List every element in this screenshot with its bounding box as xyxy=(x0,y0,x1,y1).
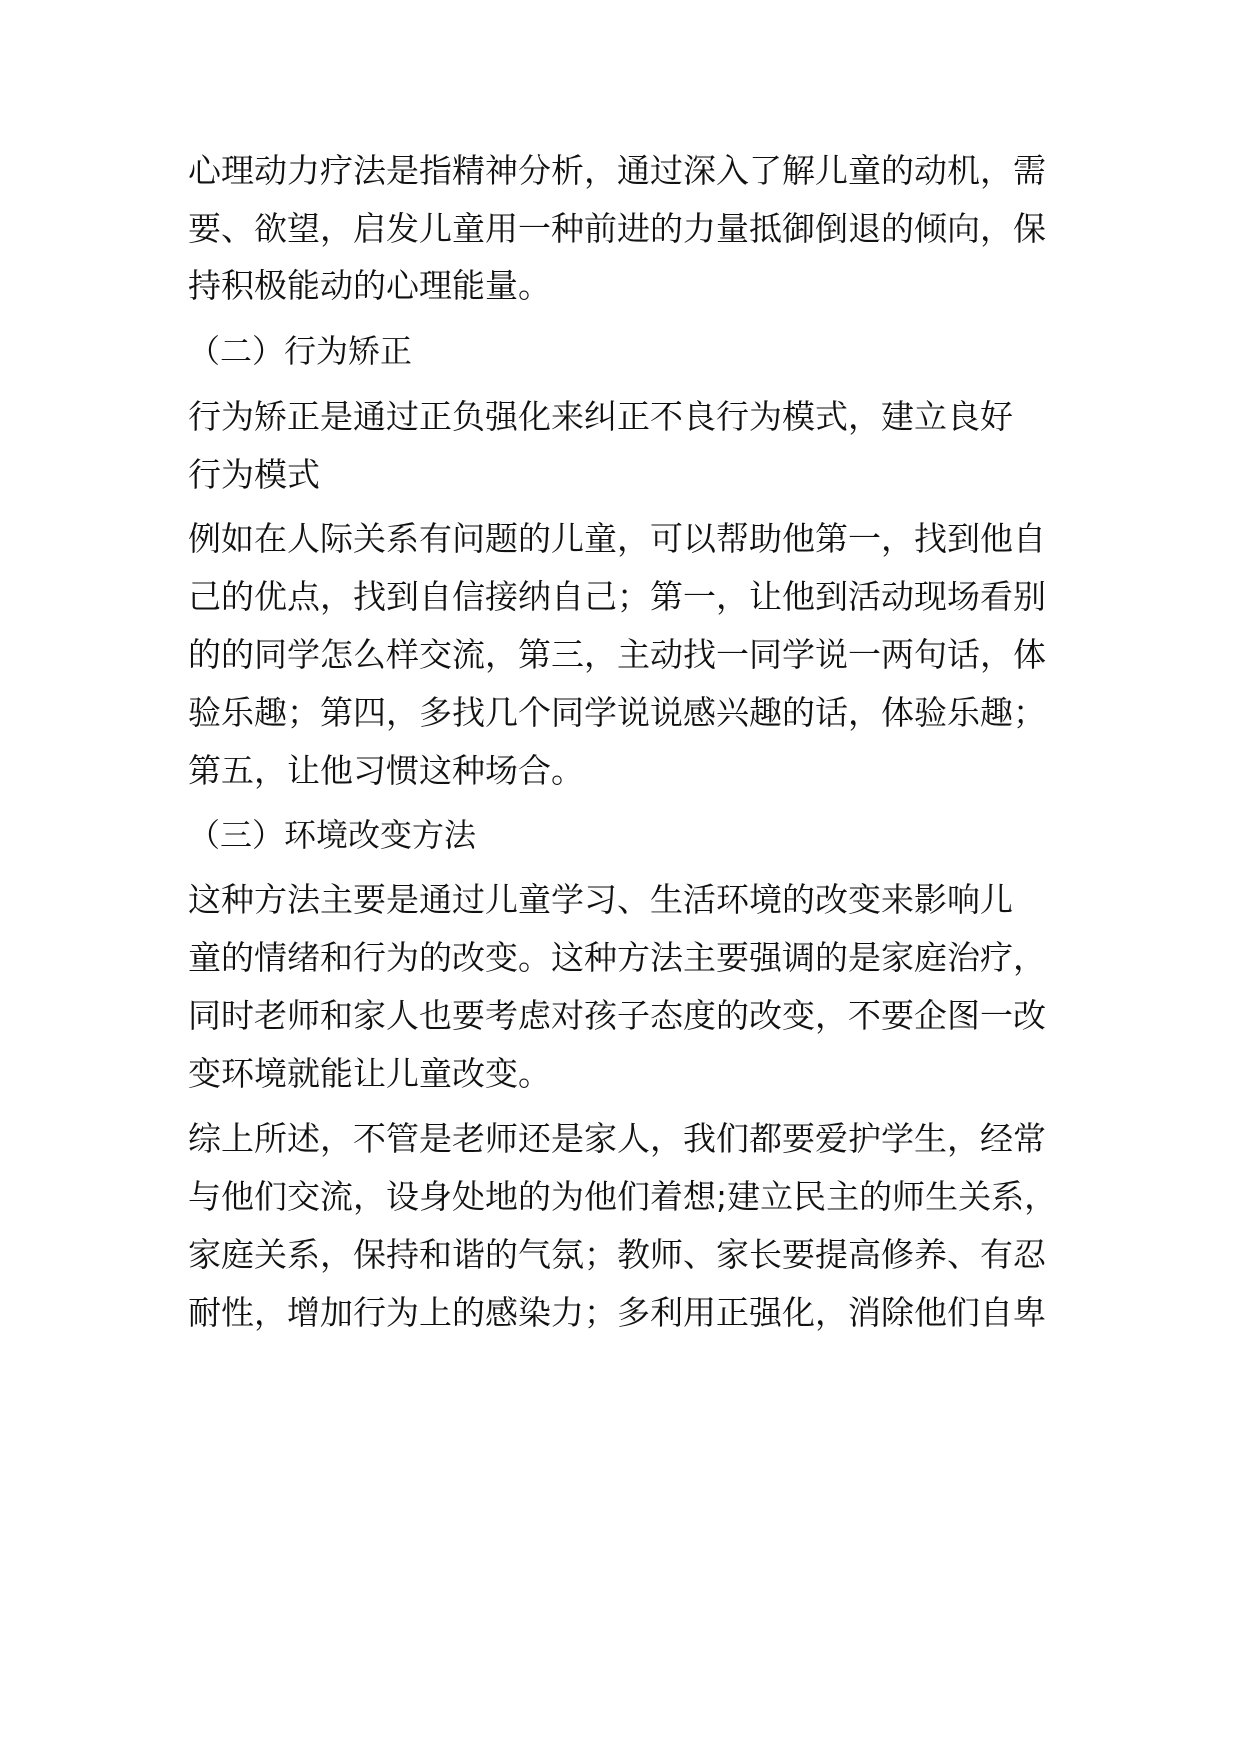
paragraph-line-4: 行为矫正是通过正负强化来纠正不良行为模式，建立良好 xyxy=(188,397,1013,436)
paragraph-line-12: 童的情绪和行为的改变。这种方法主要强调的是家庭治疗， xyxy=(188,938,1046,977)
paragraph-line-9: 验乐趣；第四，多找几个同学说说感兴趣的话，体验乐趣； xyxy=(188,693,1046,732)
paragraph-line-14: 变环境就能让儿童改变。 xyxy=(188,1054,551,1093)
paragraph-line-7: 己的优点，找到自信接纳自己；第一，让他到活动现场看别 xyxy=(188,577,1046,616)
paragraph-line-6: 例如在人际关系有问题的儿童，可以帮助他第一，找到他自 xyxy=(188,519,1046,558)
paragraph-line-5: 行为模式 xyxy=(188,455,320,494)
paragraph-line-10: 第五，让他习惯这种场合。 xyxy=(188,751,584,790)
paragraph-line-16: 与他们交流，设身处地的为他们着想;建立民主的师生关系， xyxy=(188,1177,1058,1216)
paragraph-line-3: 持积极能动的心理能量。 xyxy=(188,266,551,305)
section-heading-behavior-correction: （二）行为矫正 xyxy=(188,332,413,370)
paragraph-line-15: 综上所述，不管是老师还是家人，我们都要爱护学生，经常 xyxy=(188,1119,1046,1158)
paragraph-line-2: 要、欲望，启发儿童用一种前进的力量抵御倒退的倾向，保 xyxy=(188,209,1046,248)
paragraph-line-1: 心理动力疗法是指精神分析，通过深入了解儿童的动机，需 xyxy=(188,151,1046,190)
paragraph-line-11: 这种方法主要是通过儿童学习、生活环境的改变来影响儿 xyxy=(188,880,1013,919)
paragraph-line-8: 的的同学怎么样交流，第三，主动找一同学说一两句话，体 xyxy=(188,635,1046,674)
paragraph-line-13: 同时老师和家人也要考虑对孩子态度的改变，不要企图一改 xyxy=(188,996,1046,1035)
paragraph-line-18: 耐性，增加行为上的感染力；多利用正强化，消除他们自卑 xyxy=(188,1293,1046,1332)
paragraph-line-17: 家庭关系，保持和谐的气氛；教师、家长要提高修养、有忍 xyxy=(188,1235,1046,1274)
section-heading-environment-change: （三）环境改变方法 xyxy=(188,816,477,854)
